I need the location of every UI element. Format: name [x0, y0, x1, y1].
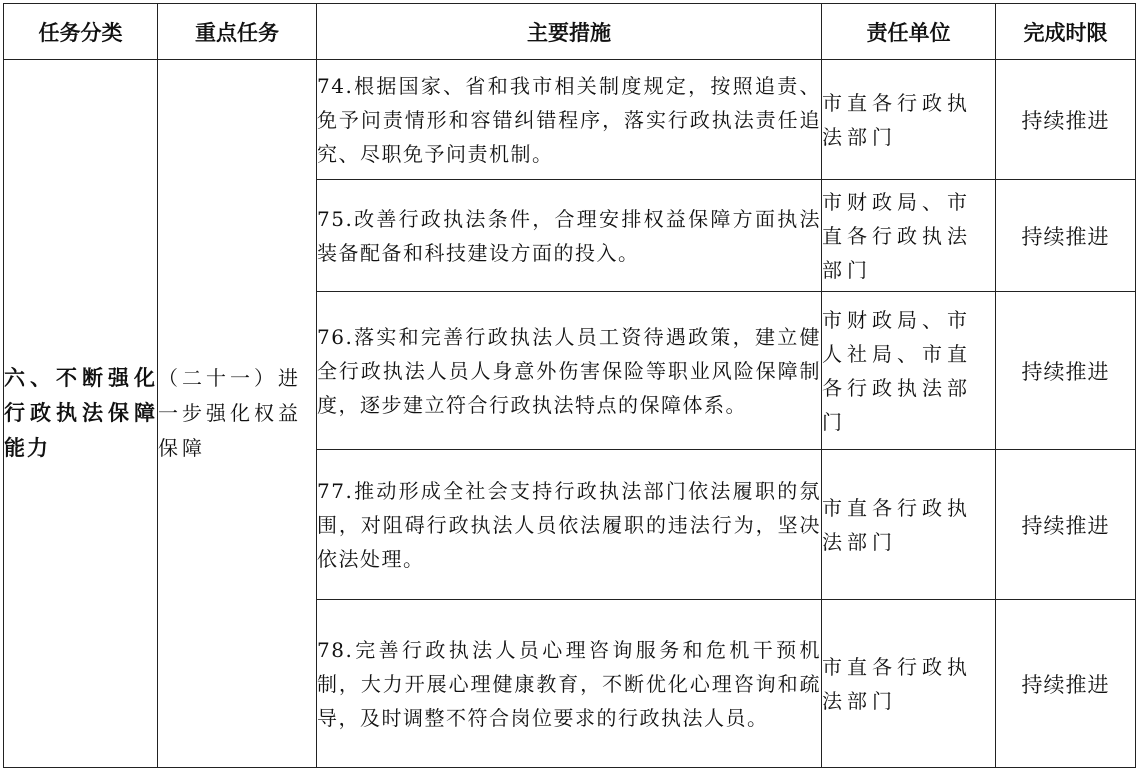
key-task-cell: （二十一）进一步强化权益保障 — [158, 60, 317, 768]
measure-cell: 74.根据国家、省和我市相关制度规定，按照追责、免予问责情形和容错纠错程序，落实行政执法责任追究、尽职免予问责机制。 — [317, 60, 822, 180]
responsible-cell: 市直各行政执法部门 — [822, 600, 996, 768]
header-category: 任务分类 — [4, 4, 158, 60]
header-measures: 主要措施 — [317, 4, 822, 60]
table-row — [4, 60, 1136, 180]
responsible-cell: 市直各行政执法部门 — [822, 60, 996, 180]
measure-cell: 76.落实和完善行政执法人员工资待遇政策，建立健全行政执法人员人身意外伤害保险等职业风险保障制度，逐步建立符合行政执法特点的保障体系。 — [317, 292, 822, 450]
header-deadline: 完成时限 — [996, 4, 1136, 60]
responsible-cell: 市财政局、市人社局、市直各行政执法部门 — [822, 292, 996, 450]
measure-cell: 77.推动形成全社会支持行政执法部门依法履职的氛围，对阻碍行政执法人员依法履职的违法行为，坚决依法处理。 — [317, 450, 822, 600]
responsible-cell: 市财政局、市直各行政执法部门 — [822, 180, 996, 292]
header-key-task: 重点任务 — [158, 4, 317, 60]
task-plan-table — [3, 3, 1136, 768]
responsible-cell: 市直各行政执法部门 — [822, 450, 996, 600]
header-responsible: 责任单位 — [822, 4, 996, 60]
deadline-cell: 持续推进 — [996, 180, 1136, 292]
header-row — [4, 4, 1136, 60]
deadline-cell: 持续推进 — [996, 292, 1136, 450]
measure-cell: 75.改善行政执法条件，合理安排权益保障方面执法装备配备和科技建设方面的投入。 — [317, 180, 822, 292]
deadline-cell: 持续推进 — [996, 600, 1136, 768]
measure-cell: 78.完善行政执法人员心理咨询服务和危机干预机制，大力开展心理健康教育，不断优化心理咨询和疏导，及时调整不符合岗位要求的行政执法人员。 — [317, 600, 822, 768]
task-category-cell: 六、不断强化行政执法保障能力 — [4, 60, 158, 768]
deadline-cell: 持续推进 — [996, 450, 1136, 600]
deadline-cell: 持续推进 — [996, 60, 1136, 180]
